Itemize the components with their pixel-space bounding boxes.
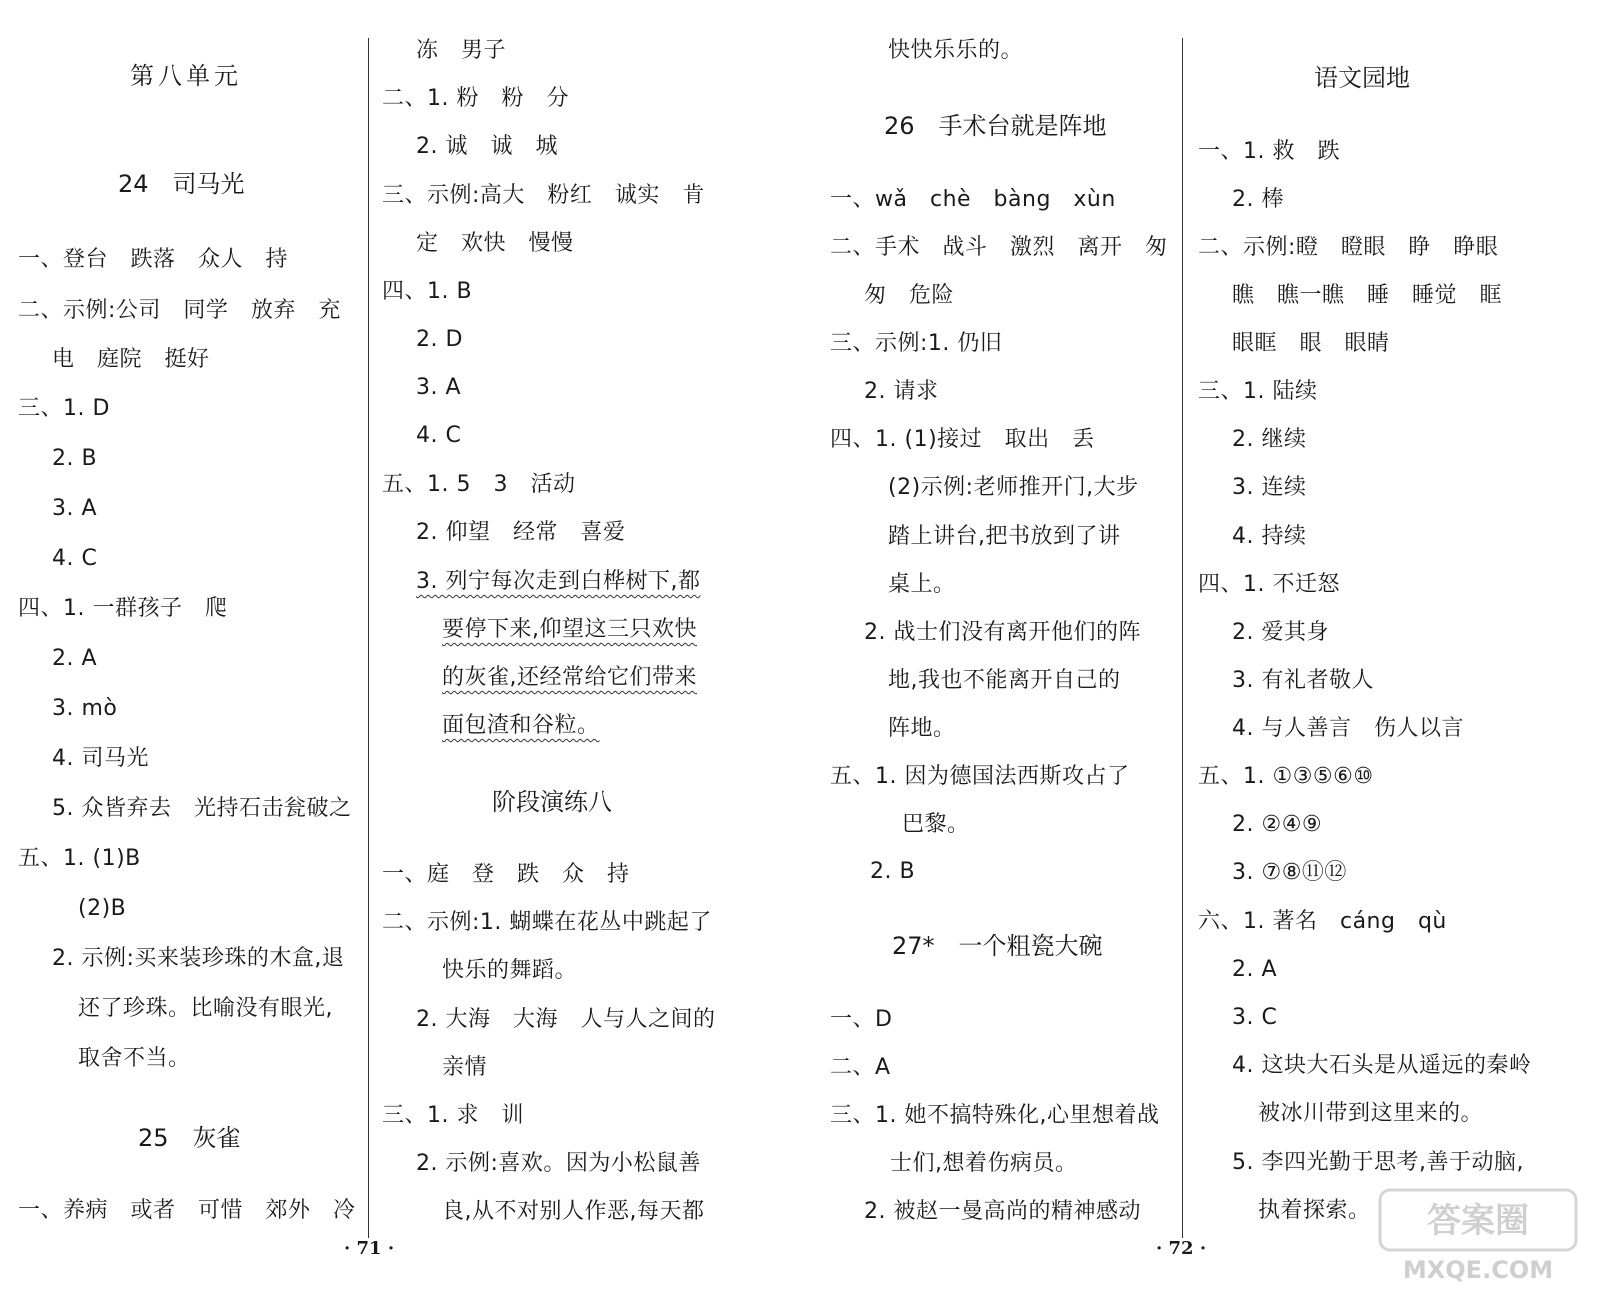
answer-line: (2)示例:老师推开门,大步 <box>888 475 1139 500</box>
answer-line: 三、示例:1. 仍旧 <box>830 331 1003 356</box>
answer-line: 二、示例:1. 蝴蝶在花丛中跳起了 <box>382 910 712 935</box>
answer-line: 四、1. B <box>382 279 473 304</box>
answer-line: 一、D <box>830 1007 893 1032</box>
lesson-heading: 27* 一个粗瓷大碗 <box>892 932 1103 960</box>
answer-line: 踏上讲台,把书放到了讲 <box>888 524 1121 549</box>
unit-heading: 第八单元 <box>130 62 242 90</box>
answer-line: 2. 仰望 经常 喜爱 <box>416 520 626 545</box>
answer-line: 四、1. 不迁怒 <box>1198 572 1340 597</box>
column-divider-left <box>368 38 369 1238</box>
answer-line: 二、手术 战斗 激烈 离开 匆 <box>830 235 1168 260</box>
underlined-answer-line: 3. 列宁每次走到白桦树下,都 <box>416 569 701 594</box>
answer-line: 3. 连续 <box>1232 475 1307 500</box>
answer-line: 冻 男子 <box>416 38 507 63</box>
answer-line: 三、示例:高大 粉红 诚实 肯 <box>382 183 705 208</box>
answer-line: 桌上。 <box>888 572 956 597</box>
answer-line: 2. A <box>1232 957 1278 982</box>
underlined-answer-line: 要停下来,仰望这三只欢快 <box>442 617 697 642</box>
answer-line: 二、A <box>830 1055 891 1080</box>
answer-line: 2. B <box>870 859 916 884</box>
answer-line: 匆 危险 <box>864 283 955 308</box>
answer-line: 一、1. 救 跌 <box>1198 139 1340 164</box>
answer-line: 5. 李四光勤于思考,善于动脑, <box>1232 1150 1524 1175</box>
answer-line: 4. 持续 <box>1232 524 1307 549</box>
answer-line: 3. ⑦⑧⑪⑫ <box>1232 860 1347 885</box>
answer-line: 阵地。 <box>888 716 956 741</box>
answer-line: 2. B <box>52 446 98 471</box>
lesson-heading: 24 司马光 <box>118 170 245 198</box>
answer-line: 四、1. (1)接过 取出 丢 <box>830 427 1095 452</box>
watermark-text-top: 答案圈 <box>1427 1201 1529 1241</box>
answer-line: 2. 诚 诚 城 <box>416 134 558 159</box>
answer-line: 4. 这块大石头是从遥远的秦岭 <box>1232 1053 1532 1078</box>
lesson-heading: 26 手术台就是阵地 <box>884 112 1107 140</box>
underlined-answer-line: 面包渣和谷粒。 <box>442 713 600 738</box>
answer-line: 5. 众皆弃去 光持石击瓮破之 <box>52 796 352 821</box>
answer-line: 二、示例:瞪 瞪眼 睁 睁眼 <box>1198 235 1499 260</box>
page-number-right: · 72 · <box>1156 1238 1207 1259</box>
answer-line: 眼眶 眼 眼睛 <box>1232 331 1390 356</box>
answer-line: 被冰川带到这里来的。 <box>1258 1101 1484 1126</box>
answer-line: 一、养病 或者 可惜 郊外 冷 <box>18 1198 356 1223</box>
answer-line: 瞧 瞧一瞧 睡 睡觉 眶 <box>1232 283 1503 308</box>
answer-line: 2. 示例:喜欢。因为小松鼠善 <box>416 1151 701 1176</box>
answer-line: 二、示例:公司 同学 放弃 充 <box>18 298 341 323</box>
answer-line: 2. 棒 <box>1232 187 1284 212</box>
answer-line: 执着探索。 <box>1258 1198 1371 1223</box>
answer-line: 一、庭 登 跌 众 持 <box>382 862 630 887</box>
answer-line: 2. A <box>52 646 98 671</box>
answer-line: 快快乐乐的。 <box>888 38 1024 63</box>
answer-line: 三、1. 她不搞特殊化,心里想着战 <box>830 1103 1160 1128</box>
answer-line: 4. 与人善言 伤人以言 <box>1232 716 1464 741</box>
answer-line: 五、1. 因为德国法西斯攻占了 <box>830 764 1130 789</box>
answer-line: 2. 大海 大海 人与人之间的 <box>416 1007 716 1032</box>
answer-line: 五、1. (1)B <box>18 846 141 871</box>
answer-line: 3. C <box>1232 1005 1278 1030</box>
answer-line: 3. 有礼者敬人 <box>1232 668 1374 693</box>
answer-line: 还了珍珠。比喻没有眼光, <box>78 996 333 1021</box>
answer-line: 3. mò <box>52 696 118 721</box>
watermark-logo <box>1378 1188 1578 1288</box>
answer-line: 五、1. ①③⑤⑥⑩ <box>1198 764 1374 789</box>
answer-line: 一、wǎ chè bàng xùn <box>830 187 1116 212</box>
answer-line: 2. D <box>416 327 463 352</box>
answer-line: 4. C <box>52 546 98 571</box>
answer-line: 2. ②④⑨ <box>1232 812 1323 837</box>
answer-line: 3. A <box>416 375 462 400</box>
answer-line: 士们,想着伤病员。 <box>890 1151 1078 1176</box>
underlined-answer-line: 的灰雀,还经常给它们带来 <box>442 665 697 690</box>
section-heading: 阶段演练八 <box>492 788 612 816</box>
answer-line: 亲情 <box>442 1055 488 1080</box>
answer-line: 一、登台 跌落 众人 持 <box>18 247 289 272</box>
answer-line: 3. A <box>52 496 98 521</box>
answer-line: 三、1. 求 训 <box>382 1103 524 1128</box>
lesson-heading: 25 灰雀 <box>138 1124 241 1152</box>
answer-line: 巴黎。 <box>902 812 970 837</box>
answer-line: 2. 继续 <box>1232 427 1307 452</box>
answer-line: 2. 被赵一曼高尚的精神感动 <box>864 1199 1141 1224</box>
answer-line: 四、1. 一群孩子 爬 <box>18 596 228 621</box>
answer-line: 取舍不当。 <box>78 1046 191 1071</box>
answer-line: 三、1. D <box>18 396 110 421</box>
answer-line: 2. 请求 <box>864 379 939 404</box>
section-heading: 语文园地 <box>1314 64 1410 92</box>
answer-line: 五、1. 5 3 活动 <box>382 472 576 497</box>
watermark-text-bottom: MXQE.COM <box>1402 1256 1554 1284</box>
answer-line: 2. 战士们没有离开他们的阵 <box>864 620 1141 645</box>
answer-line: 定 欢快 慢慢 <box>416 231 574 256</box>
answer-line: 良,从不对别人作恶,每天都 <box>442 1199 705 1224</box>
answer-line: 电 庭院 挺好 <box>52 347 210 372</box>
answer-line: 三、1. 陆续 <box>1198 379 1318 404</box>
answer-line: (2)B <box>78 896 127 921</box>
answer-line: 二、1. 粉 粉 分 <box>382 86 569 111</box>
answer-line: 4. 司马光 <box>52 746 149 771</box>
answer-line: 2. 示例:买来装珍珠的木盒,退 <box>52 946 345 971</box>
answer-line: 2. 爱其身 <box>1232 620 1329 645</box>
answer-line: 六、1. 著名 cáng qù <box>1198 909 1447 934</box>
answer-line: 4. C <box>416 423 462 448</box>
page-number-left: · 71 · <box>344 1238 395 1259</box>
answer-line: 快乐的舞蹈。 <box>442 958 578 983</box>
column-divider-right <box>1182 38 1183 1238</box>
answer-line: 地,我也不能离开自己的 <box>888 668 1121 693</box>
